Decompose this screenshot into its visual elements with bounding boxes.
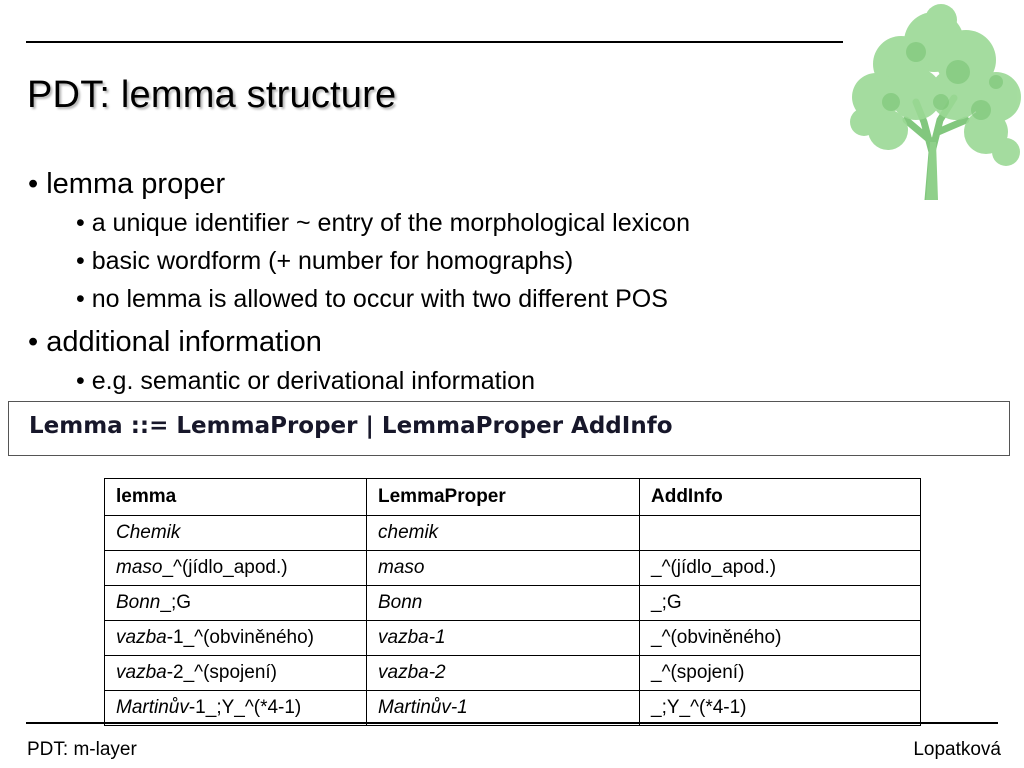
sub-bullet-basic-wordform: • basic wordform (+ number for homographs) bbox=[76, 247, 574, 275]
lemma-table bbox=[104, 478, 921, 726]
cell-addinfo: _;Y_^(*4-1) bbox=[640, 691, 921, 726]
cell-lemmaproper: vazba-2 bbox=[367, 656, 640, 691]
cell-lemmaproper: chemik bbox=[367, 516, 640, 551]
cell-addinfo: _^(jídlo_apod.) bbox=[640, 551, 921, 586]
bullet-lemma-proper: • lemma proper bbox=[28, 168, 226, 200]
header-addinfo: AddInfo bbox=[640, 479, 921, 516]
cell-addinfo: _^(obviněného) bbox=[640, 621, 921, 656]
table-row bbox=[105, 691, 921, 726]
cell-lemmaproper: vazba-1 bbox=[367, 621, 640, 656]
footer-left: PDT: m-layer bbox=[27, 739, 137, 760]
sub-bullet-no-two-pos: • no lemma is allowed to occur with two different POS bbox=[76, 285, 668, 313]
sub-bullet-unique-identifier: • a unique identifier ~ entry of the morphological lexicon bbox=[76, 209, 690, 237]
slide-title: PDT: lemma structure bbox=[27, 74, 397, 116]
cell-addinfo: _;G bbox=[640, 586, 921, 621]
cell-addinfo bbox=[640, 516, 921, 551]
cell-lemmaproper: Bonn bbox=[367, 586, 640, 621]
header-lemmaproper: LemmaProper bbox=[367, 479, 640, 516]
cell-lemma: maso_^(jídlo_apod.) bbox=[105, 551, 367, 586]
grammar-rule: Lemma ::= LemmaProper | LemmaProper AddInfo bbox=[29, 413, 673, 439]
table-row bbox=[105, 656, 921, 691]
grammar-box bbox=[8, 401, 1010, 456]
bottom-rule bbox=[26, 722, 998, 724]
header-lemma: lemma bbox=[105, 479, 367, 516]
sub-bullet-semantic-derivational: • e.g. semantic or derivational information bbox=[76, 367, 535, 395]
cell-lemma: Martinův-1_;Y_^(*4-1) bbox=[105, 691, 367, 726]
tree-icon bbox=[846, 2, 1024, 200]
cell-lemma: Chemik bbox=[105, 516, 367, 551]
cell-lemmaproper: Martinův-1 bbox=[367, 691, 640, 726]
table-row bbox=[105, 516, 921, 551]
table-row bbox=[105, 551, 921, 586]
cell-lemmaproper: maso bbox=[367, 551, 640, 586]
table-header-row bbox=[105, 479, 921, 516]
cell-lemma: vazba-2_^(spojení) bbox=[105, 656, 367, 691]
cell-addinfo: _^(spojení) bbox=[640, 656, 921, 691]
footer-right: Lopatková bbox=[913, 739, 1001, 760]
table-row bbox=[105, 621, 921, 656]
bullet-additional-information: • additional information bbox=[28, 326, 322, 358]
cell-lemma: Bonn_;G bbox=[105, 586, 367, 621]
cell-lemma: vazba-1_^(obviněného) bbox=[105, 621, 367, 656]
top-rule bbox=[26, 41, 843, 43]
table-row bbox=[105, 586, 921, 621]
